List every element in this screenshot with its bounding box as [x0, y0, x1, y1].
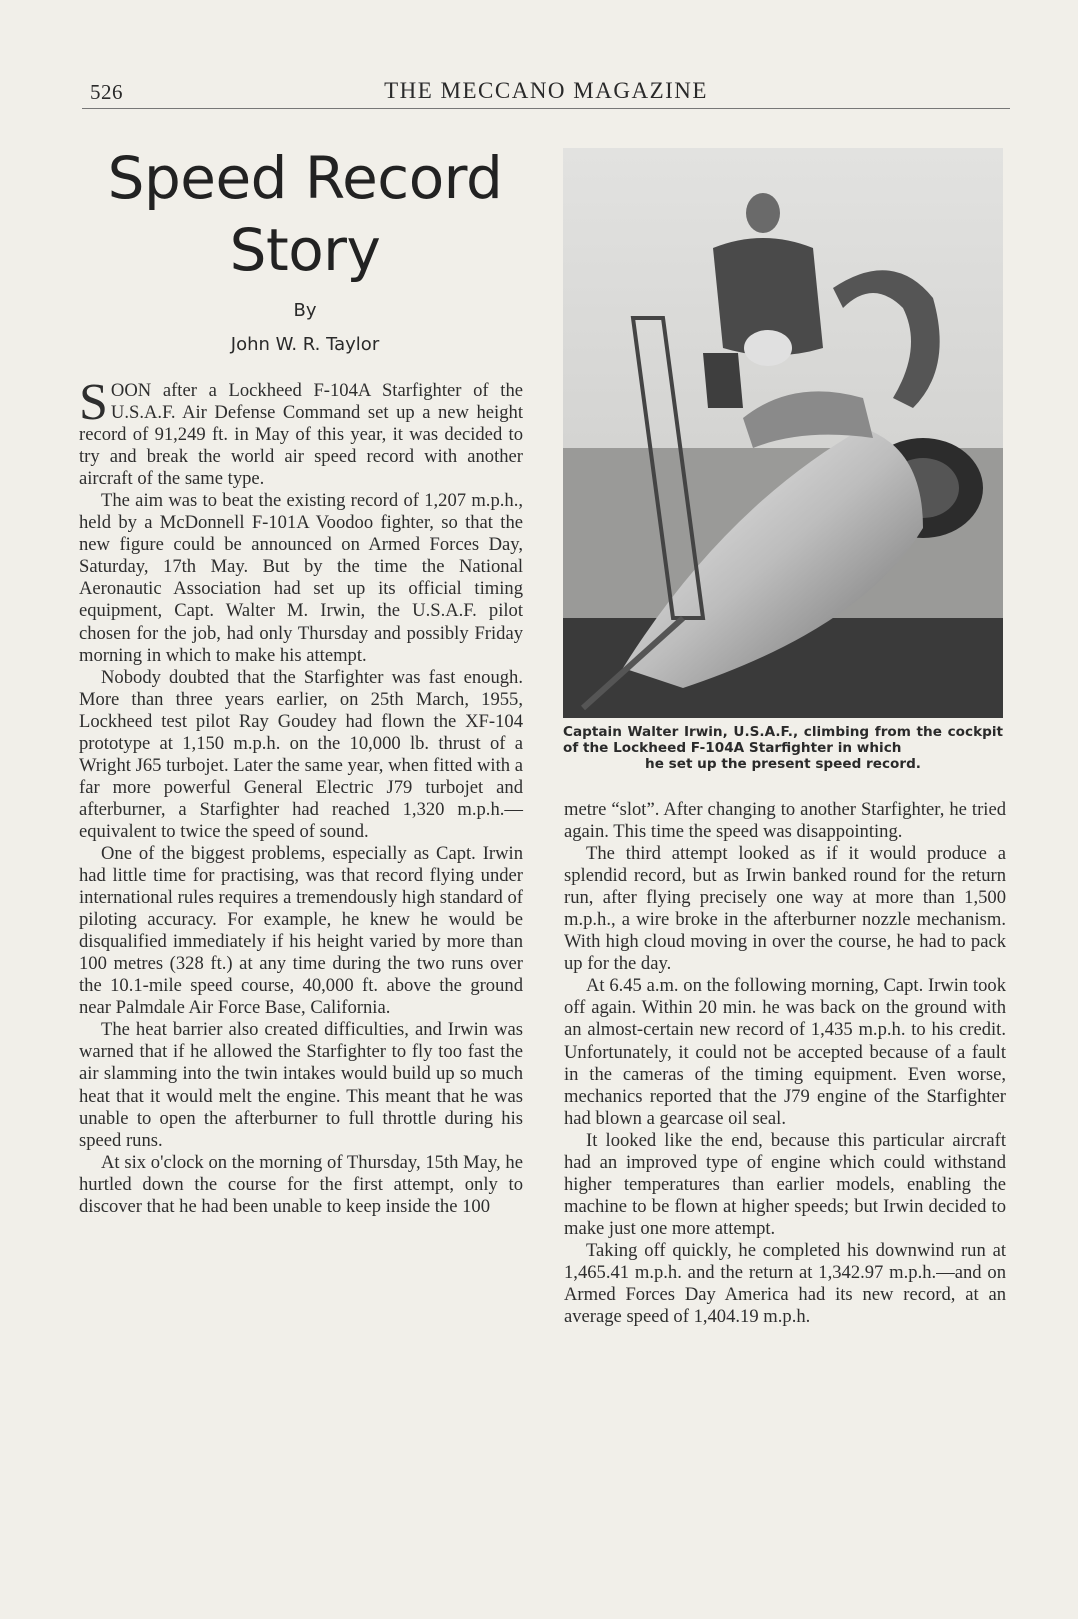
article-title	[80, 142, 530, 286]
paragraph: The third attempt looked as if it would produce a splendid record, but as Irwin banked round for the return run, after flying precisely one way at more than 1,500 m.p.h., a wire broke in the afterburner nozzle mechanism. With high cloud moving in over the course, he had to pack up for the day.	[564, 843, 1006, 975]
paragraph: Nobody doubted that the Starfighter was fast enough. More than three years earlier, on 25th March, 1955, Lockheed test pilot Ray Goudey had flown the XF-104 prototype at 1,150 m.p.h. on the 10,000 lb. thrust of a Wright J65 turbojet. Later the same year, when fitted with a far more powerful General Electric J79 turbojet and afterburner, a Starfighter had reached 1,320 m.p.h.—equivalent to twice the speed of sound.	[79, 666, 523, 842]
page-number: 526	[90, 80, 123, 104]
paragraph: The heat barrier also created difficulties, and Irwin was warned that if he allowed the Starfighter to fly too fast the air slamming into the twin intakes would build up so much heat that it would melt the engine. This meant that he was unable to open the afterburner to full throttle during his speed runs.	[79, 1019, 523, 1151]
paragraph: It looked like the end, because this particular aircraft had an improved type of engine which could withstand higher temperatures than earlier models, enabling the machine to be flown at higher speeds; but Irwin decided to make just one more attempt.	[564, 1129, 1006, 1239]
paragraph: Taking off quickly, he completed his downwind run at 1,465.41 m.p.h. and the return at 1,342.97 m.p.h.—and on Armed Forces Day America had its new record, at an average speed of 1,404.19 m.p.h.	[564, 1239, 1006, 1328]
caption-line: cockpit of the Lockheed F-104A Starfighter in which	[563, 724, 1004, 756]
paragraph: The aim was to beat the existing record of 1,207 m.p.h., held by a McDonnell F-101A Voodoo fighter, so that the new figure could be announced on Armed Forces Day, Saturday, 17th May. But by the time the National Aeronautic Association had set up its official timing equipment, Capt. Walter M. Irwin, the U.S.A.F. pilot chosen for the job, had only Thursday and possibly Friday morning in which to make his attempt.	[79, 490, 523, 666]
magazine-title: THE MECCANO MAGAZINE	[384, 78, 708, 103]
caption-line: Captain Walter Irwin, U.S.A.F., climbing from the	[563, 724, 942, 740]
caption-line: he set up the present speed record.	[645, 756, 921, 772]
byline-by: By	[293, 300, 317, 321]
drop-cap: S	[79, 374, 108, 431]
photo-caption	[563, 724, 1003, 772]
page-header	[82, 74, 1010, 109]
left-column	[79, 374, 523, 1218]
author-name: John W. R. Taylor	[230, 334, 380, 355]
right-column	[564, 799, 1006, 1328]
paragraph: metre “slot”. After changing to another Starfighter, he tried again. This time the speed was disappointing.	[564, 799, 1006, 843]
aircraft-photo	[563, 148, 1003, 718]
title-line-2: Story	[229, 216, 381, 284]
paragraph: At six o'clock on the morning of Thursday, 15th May, he hurtled down the course for the first attempt, only to discover that he had been unable to keep inside the 100	[79, 1151, 523, 1217]
paragraph: SOON after a Lockheed F-104A Starfighter of the U.S.A.F. Air Defense Command set up a new height record of 91,249 ft. in May of this year, it was decided to try and break the world air speed record with another aircraft of the same type.	[79, 374, 523, 490]
title-line-1: Speed Record	[107, 144, 503, 212]
paragraph: One of the biggest problems, especially as Capt. Irwin had little time for practising, was that record flying under international rules requires a tremendously high standard of piloting accuracy. For example, he knew he would be disqualified immediately if his height varied by more than 100 metres (328 ft.) at any time during the two runs over the 10.1-mile speed course, 40,000 ft. above the ground near Palmdale Air Force Base, California.	[79, 842, 523, 1019]
paragraph: At 6.45 a.m. on the following morning, Capt. Irwin took off again. Within 20 min. he was back on the ground with an almost-certain new record of 1,435 m.p.h. to his credit. Unfortunately, it could not be accepted because of a fault in the cameras of the timing equipment. Even worse, mechanics reported that the J79 engine of the Starfighter had blown a gearcase oil seal.	[564, 975, 1006, 1129]
photo-illustration	[563, 148, 1003, 718]
